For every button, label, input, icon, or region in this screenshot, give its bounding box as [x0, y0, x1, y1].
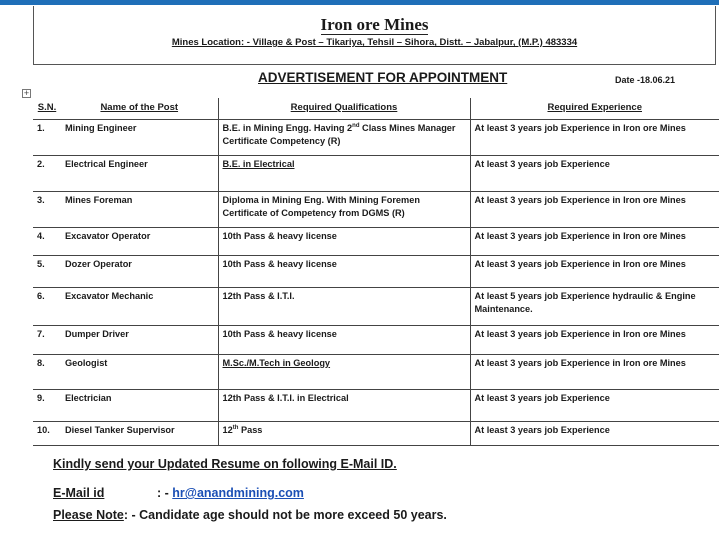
row-post: Geologist [61, 355, 218, 390]
row-qualification: 10th Pass & heavy license [218, 228, 470, 256]
row-sn: 1. [33, 120, 61, 156]
table-row [33, 256, 719, 288]
row-qualification: 12th Pass & I.T.I. [218, 288, 470, 326]
posts-table [33, 98, 719, 446]
row-qualification: 12th Pass & I.T.I. in Electrical [218, 390, 470, 422]
table-row [33, 326, 719, 355]
row-sn: 4. [33, 228, 61, 256]
header-post: Name of the Post [61, 98, 218, 120]
company-name-text: Iron ore Mines [320, 15, 429, 34]
row-sn: 3. [33, 192, 61, 228]
row-post: Excavator Operator [61, 228, 218, 256]
row-post: Dumper Driver [61, 326, 218, 355]
table-header-row [33, 98, 719, 120]
row-sn: 10. [33, 422, 61, 446]
row-sn: 7. [33, 326, 61, 355]
row-experience: At least 3 years job Experience in Iron ore Mines [470, 192, 719, 228]
mines-location: Mines Location: - Village & Post – Tikariya, Tehsil – Sihora, Distt. – Jabalpur, (M.P.) 483334 [171, 37, 578, 48]
row-post: Dozer Operator [61, 256, 218, 288]
row-experience: At least 3 years job Experience [470, 156, 719, 192]
row-sn: 8. [33, 355, 61, 390]
table-row [33, 422, 719, 446]
table-row [33, 156, 719, 192]
row-experience: At least 3 years job Experience in Iron ore Mines [470, 120, 719, 156]
row-experience: At least 3 years job Experience in Iron ore Mines [470, 355, 719, 390]
row-post: Electrical Engineer [61, 156, 218, 192]
row-experience: At least 3 years job Experience in Iron ore Mines [470, 256, 719, 288]
table-row [33, 355, 719, 390]
row-qualification: 12th Pass [218, 422, 470, 446]
email-separator: : - [157, 486, 173, 500]
row-post: Excavator Mechanic [61, 288, 218, 326]
advertisement-date: Date -18.06.21 [615, 75, 676, 85]
company-name [34, 15, 715, 35]
table-row [33, 288, 719, 326]
row-experience: At least 3 years job Experience [470, 390, 719, 422]
note-text: : - Candidate age should not be more exceed 50 years. [123, 508, 447, 522]
table-row [33, 390, 719, 422]
email-link[interactable]: hr@anandmining.com [172, 486, 304, 500]
table-row [33, 192, 719, 228]
header-experience: Required Experience [470, 98, 719, 120]
header-qualifications: Required Qualifications [218, 98, 470, 120]
table-row [33, 228, 719, 256]
resume-instruction: Kindly send your Updated Resume on following E-Mail ID. [53, 457, 397, 471]
row-post: Mines Foreman [61, 192, 218, 228]
email-line [53, 486, 304, 500]
header-box [33, 6, 716, 65]
row-post: Electrician [61, 390, 218, 422]
row-post: Diesel Tanker Supervisor [61, 422, 218, 446]
email-label: E-Mail id [53, 486, 105, 500]
row-sn: 5. [33, 256, 61, 288]
advertisement-title: ADVERTISEMENT FOR APPOINTMENT [258, 70, 508, 85]
table-row [33, 120, 719, 156]
row-experience: At least 3 years job Experience in Iron ore Mines [470, 326, 719, 355]
row-experience: At least 5 years job Experience hydraulic & Engine Maintenance. [470, 288, 719, 326]
table-move-handle-icon[interactable]: + [23, 88, 30, 98]
row-sn: 6. [33, 288, 61, 326]
header-sn: S.N. [33, 98, 61, 120]
row-experience: At least 3 years job Experience in Iron ore Mines [470, 228, 719, 256]
row-qualification: 10th Pass & heavy license [218, 256, 470, 288]
row-qualification: B.E. in Electrical [218, 156, 470, 192]
note-label: Please Note [53, 508, 124, 522]
row-sn: 2. [33, 156, 61, 192]
row-post: Mining Engineer [61, 120, 218, 156]
row-qualification: Diploma in Mining Eng. With Mining Foremen Certificate of Competency from DGMS (R) [218, 192, 470, 228]
row-experience: At least 3 years job Experience [470, 422, 719, 446]
row-qualification: M.Sc./M.Tech in Geology [218, 355, 470, 390]
top-blue-strip [0, 0, 719, 5]
row-qualification: B.E. in Mining Engg. Having 2nd Class Mines Manager Certificate Competency (R) [218, 120, 470, 156]
age-note [53, 508, 447, 522]
row-qualification: 10th Pass & heavy license [218, 326, 470, 355]
row-sn: 9. [33, 390, 61, 422]
